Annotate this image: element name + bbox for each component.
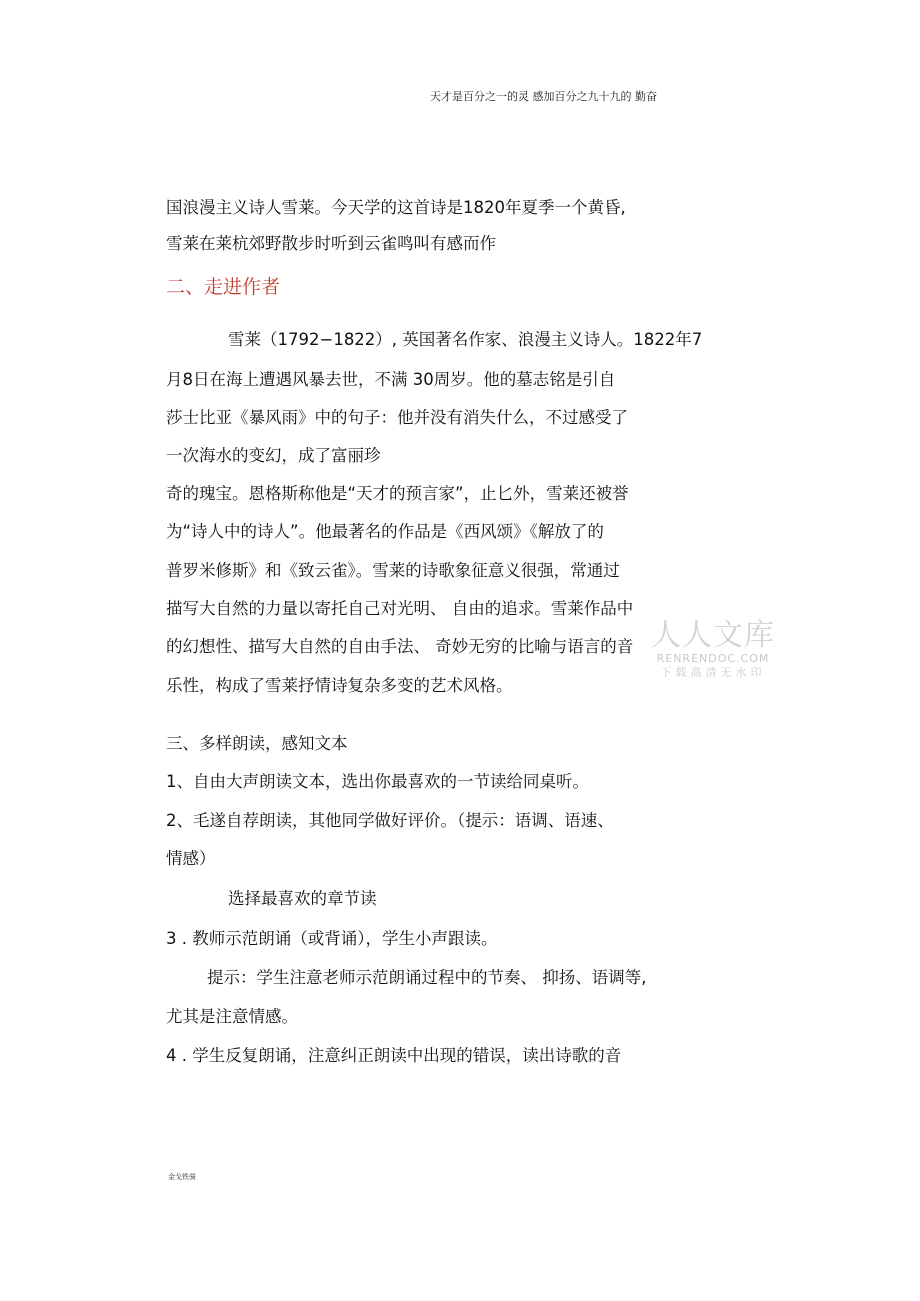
intro-line-1: 国浪漫主义诗人雪莱。今天学的这首诗是1820年夏季一个黄昏,: [166, 198, 626, 217]
reading-step-2: 2、毛遂自荐朗读，其他同学做好评价。（提示：语调、语速、: [166, 811, 614, 830]
page-header-motto: 天才是百分之一的灵 感加百分之九十九的 勤奋: [430, 90, 657, 103]
author-bio-line: 月8日在海上遭遇风暴去世，不满 30周岁。他的墓志铭是引自: [166, 370, 616, 389]
author-bio-line: 一次海水的变幻，成了富丽珍: [166, 446, 381, 465]
section-2-heading: 二、走进作者: [166, 276, 281, 298]
reading-step-3-tip-cont: 尤其是注意情感。: [166, 1007, 298, 1026]
watermark-title: 人人文库: [651, 618, 775, 653]
section-3-heading: 三、多样朗读，感知文本: [166, 734, 348, 753]
author-bio-line: 为“诗人中的诗人”。他最著名的作品是《西风颂》《解放了的: [166, 522, 604, 541]
reading-step-3: 3 . 教师示范朗诵（或背诵），学生小声跟读。: [166, 929, 498, 948]
watermark-logo: [648, 620, 778, 680]
reading-step-2-cont: 情感）: [166, 849, 216, 868]
reading-step-3-tip: 提示：学生注意老师示范朗诵过程中的节奏、 抑扬、语调等,: [207, 968, 647, 987]
author-bio-line: 的幻想性、描写大自然的自由手法、 奇妙无穷的比喻与语言的音: [166, 637, 634, 656]
author-bio-line: 描写大自然的力量以寄托自己对光明、 自由的追求。雪莱作品中: [166, 599, 634, 618]
reading-step-4: 4 . 学生反复朗诵，注意纠正朗读中出现的错误，读出诗歌的音: [166, 1046, 622, 1065]
intro-line-2: 雪莱在莱杭郊野散步时听到云雀鸣叫有感而作: [166, 234, 496, 253]
author-bio-line: 奇的瑰宝。恩格斯称他是“天才的预言家”，止匕外，雪莱还被誉: [166, 484, 629, 503]
author-bio-line: 雪莱（1792−1822）, 英国著名作家、浪漫主义诗人。1822年7: [228, 330, 703, 349]
reading-step-2-sub: 选择最喜欢的章节读: [228, 889, 377, 908]
author-bio-line: 乐性，构成了雪莱抒情诗复杂多变的艺术风格。: [166, 676, 513, 695]
reading-step-1: 1、自由大声朗读文本，选出你最喜欢的一节读给同桌听。: [166, 772, 589, 791]
watermark-subtitle: 下载高清无水印: [660, 666, 766, 679]
author-bio-line: 普罗米修斯》和《致云雀》。雪莱的诗歌象征意义很强，常通过: [166, 561, 620, 580]
author-bio-line: 莎士比亚《暴风雨》中的句子：他并没有消失什么，不过感受了: [166, 408, 628, 427]
watermark-url: RENRENDOC.COM: [656, 652, 770, 665]
page-footer: 金戈铁骑: [168, 1173, 196, 1181]
